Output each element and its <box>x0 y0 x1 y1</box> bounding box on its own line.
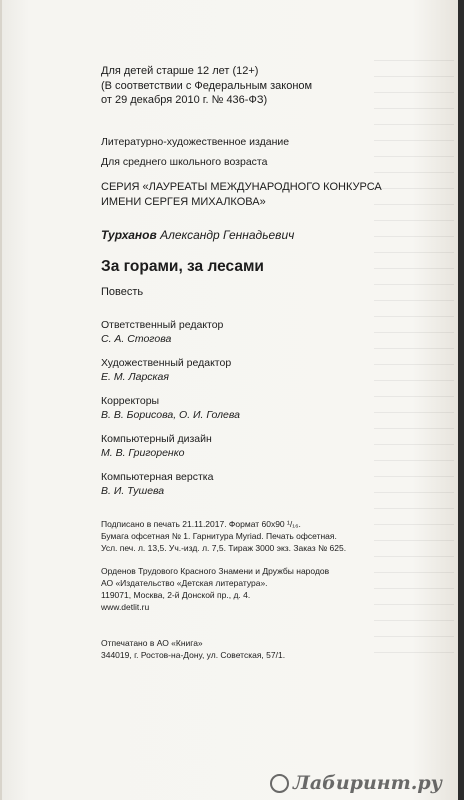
watermark <box>270 772 442 794</box>
author-given-names: Александр Геннадьевич <box>160 228 295 242</box>
age-line: от 29 декабря 2010 г. № 436-ФЗ) <box>101 94 268 106</box>
imprint-line: Бумага офсетная № 1. Гарнитура Myriad. Печать офсетная. <box>101 531 337 541</box>
book-title: За горами, за лесами <box>101 258 264 275</box>
printer-info <box>101 637 441 661</box>
credit-name: С. А. Стогова <box>101 333 172 345</box>
publisher-line: 119071, Москва, 2-й Донской пр., д. 4. <box>101 590 251 600</box>
publisher-line: Орденов Трудового Красного Знамени и Дружбы народов <box>101 566 330 576</box>
credit-name: М. В. Григоренко <box>101 447 185 459</box>
credit-role: Корректоры <box>101 395 160 407</box>
credit-item <box>101 394 441 422</box>
print-specs <box>101 518 441 554</box>
credit-item <box>101 356 441 384</box>
credit-role: Ответственный редактор <box>101 319 224 331</box>
imprint-line: Подписано в печать 21.11.2017. Формат 60x90 ¹/₁₆. <box>101 519 301 529</box>
publisher-line: АО «Издательство «Детская литература». <box>101 578 268 588</box>
audience: Для среднего школьного возраста <box>101 156 268 168</box>
watermark-text: Лабиринт.ру <box>293 772 442 794</box>
printer-line: Отпечатано в АО «Книга» <box>101 638 203 648</box>
credits-list <box>101 318 441 508</box>
credit-name: В. И. Тушева <box>101 485 165 497</box>
credit-name: В. В. Борисова, О. И. Голева <box>101 409 240 421</box>
age-line: Для детей старше 12 лет (12+) <box>101 65 259 77</box>
imprint-line: Усл. печ. л. 13,5. Уч.-изд. л. 7,5. Тираж 3000 экз. Заказ № 625. <box>101 543 347 553</box>
credit-item <box>101 470 441 498</box>
age-line: (В соответствии с Федеральным законом <box>101 79 313 92</box>
credit-item <box>101 432 441 460</box>
credit-role: Художественный редактор <box>101 357 232 369</box>
publisher-info <box>101 565 441 613</box>
watermark-badge-icon <box>270 774 289 793</box>
series-name <box>101 180 441 210</box>
genre: Повесть <box>101 286 144 298</box>
edition-info <box>101 132 441 172</box>
credit-role: Компьютерная верстка <box>101 471 214 483</box>
credit-role: Компьютерный дизайн <box>101 433 212 445</box>
credit-item <box>101 318 441 346</box>
series-line: ИМЕНИ СЕРГЕЯ МИХАЛКОВА» <box>101 196 266 208</box>
author-surname: Турханов <box>101 228 157 242</box>
author <box>101 228 441 242</box>
edition-type: Литературно-художественное издание <box>101 136 290 148</box>
age-rating-notice <box>101 64 441 108</box>
printer-line: 344019, г. Ростов-на-Дону, ул. Советская, 57/1. <box>101 650 286 660</box>
series-line: СЕРИЯ «ЛАУРЕАТЫ МЕЖДУНАРОДНОГО КОНКУРСА <box>101 181 382 193</box>
credit-name: Е. М. Ларская <box>101 371 169 383</box>
publisher-website: www.detlit.ru <box>101 602 150 612</box>
